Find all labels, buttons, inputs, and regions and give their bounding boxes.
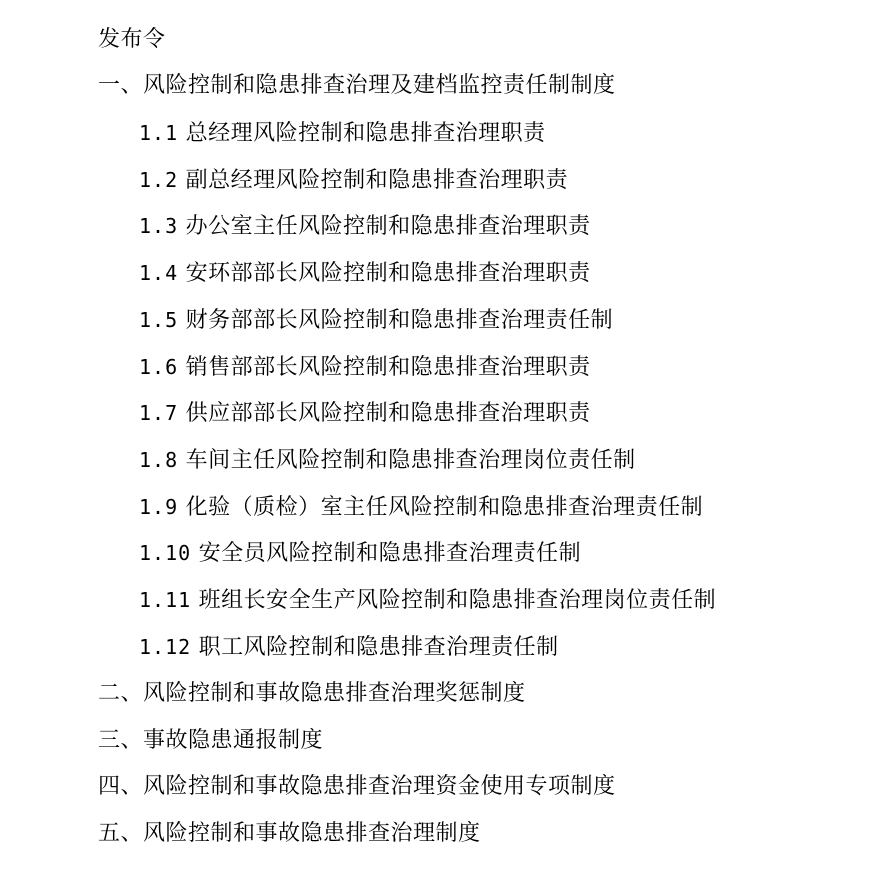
- subitem-number: 1.11: [139, 588, 192, 612]
- section-prefix: 一、: [98, 73, 144, 98]
- section-prefix: 五、: [98, 821, 144, 846]
- subitem-title: 供应部部长风险控制和隐患排查治理职责: [185, 401, 591, 426]
- section-4: [98, 773, 616, 801]
- subitem-number: 1.7: [139, 401, 179, 425]
- subitem-title: 职工风险控制和隐患排查治理责任制: [198, 635, 559, 660]
- section-prefix: 二、: [98, 681, 144, 706]
- subitem-1-10: [139, 539, 581, 568]
- subitem-number: 1.2: [139, 168, 179, 192]
- subitem-number: 1.9: [139, 495, 179, 519]
- section-title: 风险控制和隐患排查治理及建档监控责任制制度: [143, 73, 616, 98]
- subitem-1-9: [139, 493, 703, 522]
- section-3: [98, 727, 323, 755]
- subitem-number: 1.12: [139, 635, 192, 659]
- subitem-number: 1.1: [139, 121, 179, 145]
- subitem-1-11: [139, 586, 716, 615]
- section-title: 风险控制和事故隐患排查治理资金使用专项制度: [143, 774, 616, 799]
- subitem-number: 1.5: [139, 308, 179, 332]
- subitem-number: 1.10: [139, 541, 192, 565]
- subitem-1-4: [139, 259, 591, 288]
- subitem-1-5: [139, 306, 613, 335]
- section-title: 风险控制和事故隐患排查治理奖惩制度: [143, 681, 526, 706]
- subitem-1-2: [139, 166, 568, 195]
- subitem-title: 副总经理风险控制和隐患排查治理职责: [185, 168, 569, 193]
- subitem-1-3: [139, 212, 591, 241]
- subitem-title: 化验（质检）室主任风险控制和隐患排查治理责任制: [185, 495, 704, 520]
- section-1: [98, 72, 616, 100]
- subitem-title: 办公室主任风险控制和隐患排查治理职责: [185, 214, 591, 239]
- section-5: [98, 820, 481, 848]
- header-line: [98, 26, 166, 54]
- subitem-number: 1.8: [139, 448, 179, 472]
- header-text: 发布令: [98, 27, 166, 52]
- section-2: [98, 680, 526, 708]
- subitem-number: 1.4: [139, 261, 179, 285]
- subitem-title: 车间主任风险控制和隐患排查治理岗位责任制: [185, 448, 636, 473]
- subitem-number: 1.6: [139, 355, 179, 379]
- subitem-title: 班组长安全生产风险控制和隐患排查治理岗位责任制: [198, 588, 717, 613]
- section-prefix: 三、: [98, 728, 144, 753]
- subitem-title: 财务部部长风险控制和隐患排查治理责任制: [185, 308, 614, 333]
- section-prefix: 四、: [98, 774, 144, 799]
- section-title: 事故隐患通报制度: [143, 728, 324, 753]
- subitem-title: 总经理风险控制和隐患排查治理职责: [185, 121, 546, 146]
- subitem-title: 安全员风险控制和隐患排查治理责任制: [198, 541, 582, 566]
- subitem-title: 安环部部长风险控制和隐患排查治理职责: [185, 261, 591, 286]
- subitem-1-1: [139, 119, 546, 148]
- subitem-1-12: [139, 633, 559, 662]
- subitem-title: 销售部部长风险控制和隐患排查治理职责: [185, 355, 591, 380]
- subitem-1-8: [139, 446, 636, 475]
- subitem-number: 1.3: [139, 214, 179, 238]
- section-title: 风险控制和事故隐患排查治理制度: [143, 821, 481, 846]
- subitem-1-6: [139, 353, 591, 382]
- subitem-1-7: [139, 399, 591, 428]
